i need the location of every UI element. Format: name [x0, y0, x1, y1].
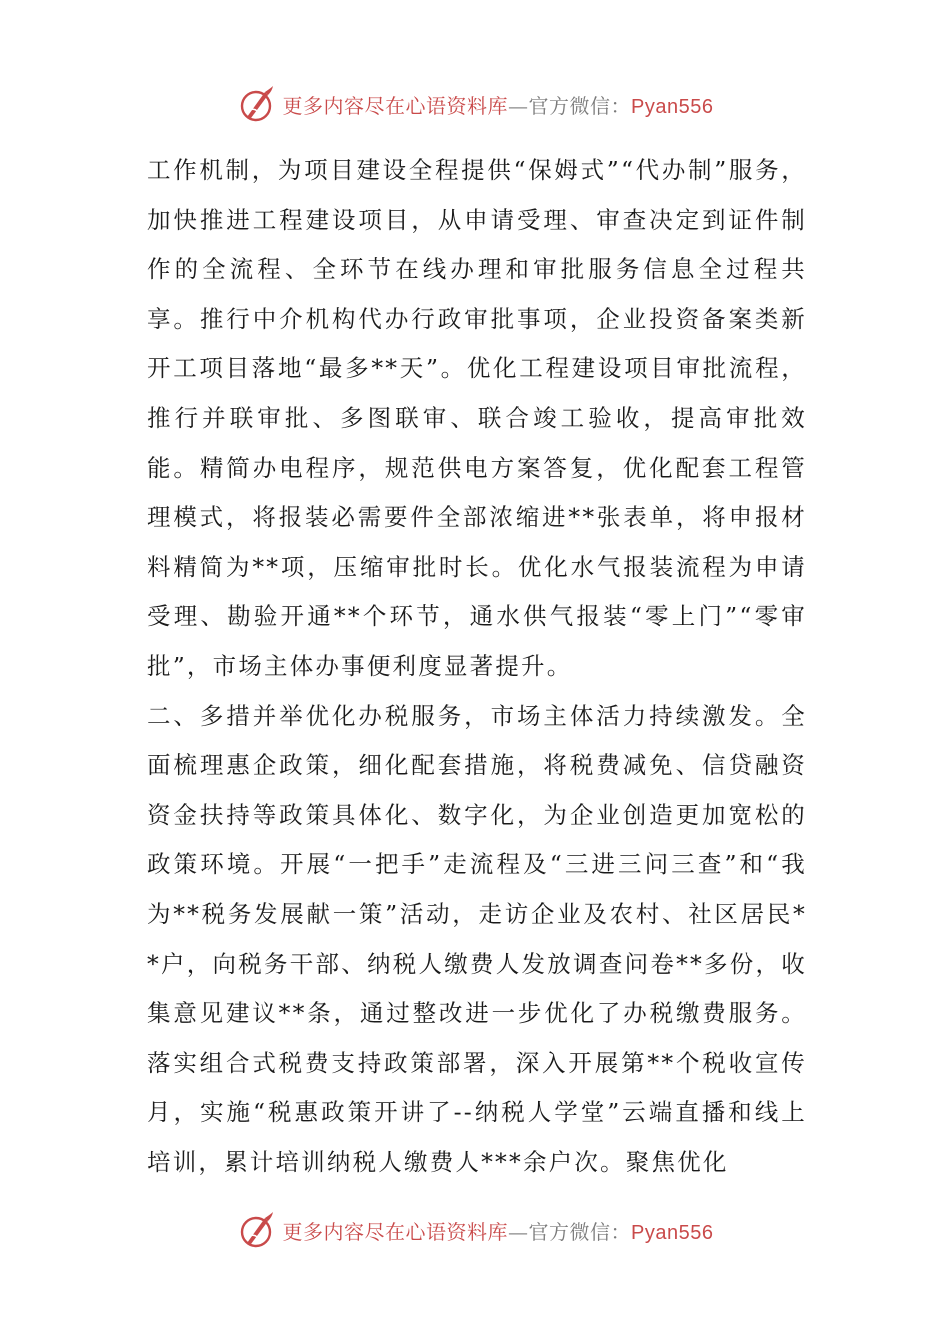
- quill-logo-icon: [237, 84, 277, 124]
- banner-subtitle: 官方微信：: [528, 93, 632, 118]
- document-body: [147, 146, 807, 1187]
- banner-separator: —: [508, 1219, 529, 1244]
- header-banner: [0, 82, 950, 126]
- banner-title: 更多内容尽在心语资料库: [282, 1219, 509, 1244]
- banner-wechat-id: Pyan556: [631, 1221, 714, 1244]
- quill-logo-icon: [237, 1210, 277, 1250]
- banner-title: 更多内容尽在心语资料库: [282, 93, 509, 118]
- banner-wechat-id: Pyan556: [631, 95, 714, 118]
- paragraph: 二、多措并举优化办税服务，市场主体活力持续激发。全面梳理惠企政策，细化配套措施，将税费减免、信贷融资资金扶持等政策具体化、数字化，为企业创造更加宽松的政策环境。开展“一把手”走流程及“三进三问三查”和“我为**税务发展献一策”活动，走访企业及农村、社区居民**户，向税务干部、纳税人缴费人发放调查问卷**多份，收集意见建议**条，通过整改进一步优化了办税缴费服务。落实组合式税费支持政策部署，深入开展第**个税收宣传月，实施“税惠政策开讲了--纳税人学堂”云端直播和线上培训，累计培训纳税人缴费人***余户次。聚焦优化: [147, 701, 807, 1176]
- banner-separator: —: [508, 93, 529, 118]
- banner-subtitle: 官方微信：: [528, 1219, 632, 1244]
- footer-banner: [0, 1208, 950, 1252]
- paragraph: 工作机制，为项目建设全程提供“保姆式”“代办制”服务，加快推进工程建设项目，从申请受理、审查决定到证件制作的全流程、全环节在线办理和审批服务信息全过程共享。推行中介机构代办行政审批事项，企业投资备案类新开工项目落地“最多**天”。优化工程建设项目审批流程，推行并联审批、多图联审、联合竣工验收，提高审批效能。精简办电程序，规范供电方案答复，优化配套工程管理模式，将报装必需要件全部浓缩进**张表单，将申报材料精简为**项，压缩审批时长。优化水气报装流程为申请受理、勘验开通**个环节，通水供气报装“零上门”“零审批”，市场主体办事便利度显著提升。: [147, 156, 807, 680]
